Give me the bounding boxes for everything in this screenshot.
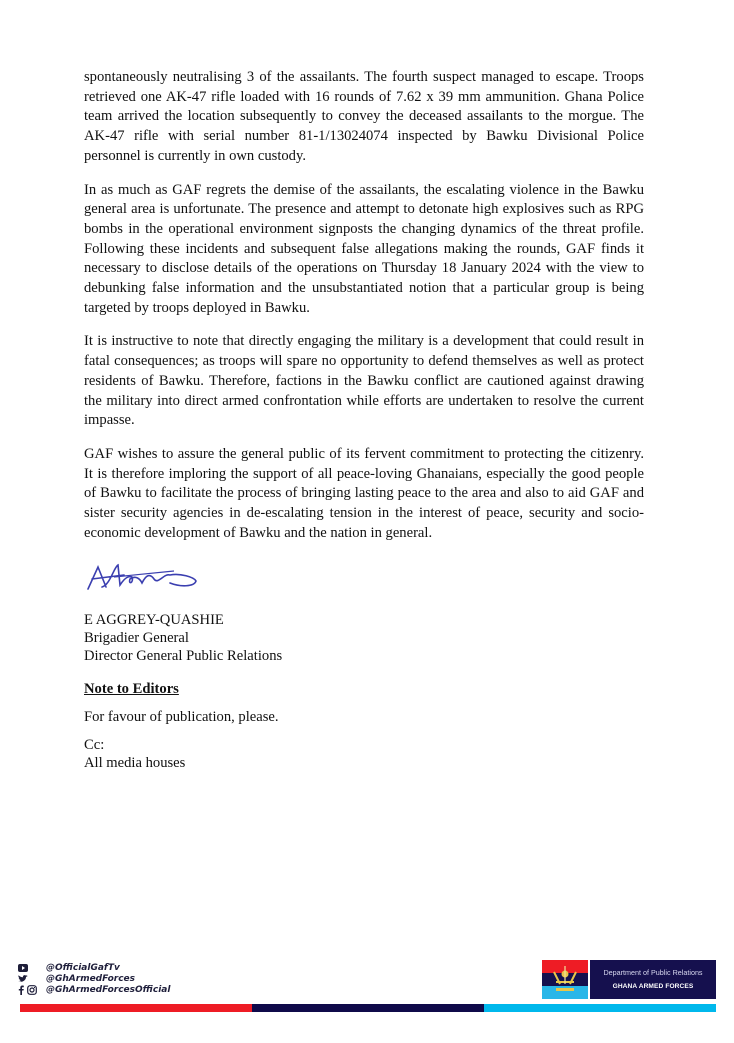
paragraph-custody: spontaneously neutralising 3 of the assailants. The fourth suspect managed to escape. Troops retrieved one AK-47 rifle loaded with 16 rounds of 7.62 x 39 mm ammunition. Ghana Police team arrived the location subsequently to convey the deceased assailants to the morgue. The AK-47 rifle with serial number 81-1/13024074 inspected by Bawku Divisional Police personnel is currently in own custody. (84, 69, 644, 164)
twitter-icon (18, 975, 28, 983)
social-row-youtube (18, 962, 170, 973)
signature-image (84, 557, 644, 607)
social-row-facebook-instagram (18, 984, 170, 995)
cc-label: Cc: (84, 737, 105, 754)
department-banner (590, 960, 716, 999)
gaf-crest-logo (542, 960, 588, 999)
signatory-name: E AGGREY-QUASHIE (84, 612, 224, 629)
youtube-icon (18, 964, 28, 972)
social-row-twitter (18, 973, 170, 984)
paragraph-escalation: In as much as GAF regrets the demise of the assailants, the escalating violence in the Bawku general area is unfortunate. The presence and attempt to detonate high explosives such as RPG bombs in the operational environment signposts the changing dynamics of the threat profile. Following these incidents and subsequent false allegations making the rounds, GAF finds it necessary to disclose details of the operations on Thursday 18 January 2024 with the view to debunking false information and the unsubstantiated notion that a particular group is being targeted by troops deployed in Bawku. (84, 181, 644, 316)
social-handle-twitter[interactable]: @GhArmedForces (46, 973, 135, 984)
footer-band-red (20, 1004, 252, 1012)
organization-name: GHANA ARMED FORCES (612, 983, 694, 990)
paragraph-caution: It is instructive to note that directly engaging the military is a development that could result in fatal consequences; as troops will spare no opportunity to defend themselves as well as protect residents of Bawku. Therefore, factions in the Bawku conflict are cautioned against drawing the military into direct armed confrontation while efforts are undertaken to resolve the current impasse. (84, 333, 644, 429)
social-handle-facebook-instagram[interactable]: @GhArmedForcesOfficial (46, 984, 171, 995)
cc-block (84, 736, 644, 772)
footer-band-navy (252, 1004, 484, 1012)
paragraph-assurance: GAF wishes to assure the general public of its fervent commitment to protecting the citizenry. It is therefore imploring the support of all peace-loving Ghanaians, especially the good people of Bawku to facilitate the process of bringing lasting peace to the area and also to aid GAF and sister security agencies in de-escalating tension in the interest of peace, security and socio-economic development of Bawku and the nation in general. (84, 445, 644, 541)
note-to-editors-heading: Note to Editors (84, 681, 179, 698)
signatory-block (84, 611, 644, 665)
document-body (84, 68, 644, 772)
social-handles (18, 962, 170, 995)
department-name: Department of Public Relations (603, 968, 703, 977)
social-handle-youtube[interactable]: @OfficialGafTv (46, 962, 120, 973)
cc-recipients: All media houses (84, 755, 186, 772)
note-to-editors-text: For favour of publication, please. (84, 709, 279, 726)
signatory-rank: Brigadier General (84, 630, 189, 647)
instagram-icon (27, 985, 37, 995)
signatory-title: Director General Public Relations (84, 648, 283, 665)
footer-band-cyan (484, 1004, 716, 1012)
facebook-icon (18, 985, 24, 995)
